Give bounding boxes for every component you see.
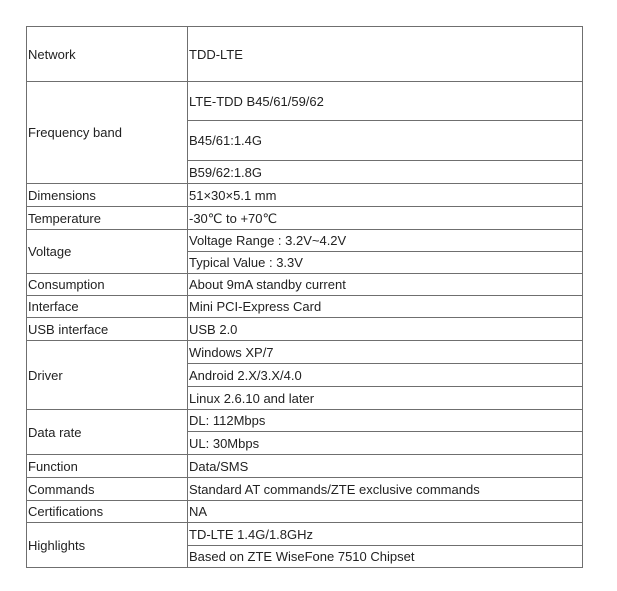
- spec-value-highlights: TD-LTE 1.4G/1.8GHz: [188, 523, 583, 546]
- spec-label-dimensions: Dimensions: [27, 184, 188, 207]
- spec-label-usb-interface: USB interface: [27, 318, 188, 341]
- spec-value-frequency-band: B45/61:1.4G: [188, 121, 583, 161]
- spec-label-driver: Driver: [27, 341, 188, 410]
- spec-value-voltage: Typical Value : 3.3V: [188, 252, 583, 274]
- spec-value-usb-interface: USB 2.0: [188, 318, 583, 341]
- spec-label-function: Function: [27, 455, 188, 478]
- table-row: [27, 318, 583, 341]
- table-row: [27, 341, 583, 364]
- table-row: [27, 296, 583, 318]
- spec-value-data-rate: DL: 112Mbps: [188, 410, 583, 432]
- spec-value-interface: Mini PCI-Express Card: [188, 296, 583, 318]
- spec-label-voltage: Voltage: [27, 230, 188, 274]
- table-row: [27, 207, 583, 230]
- spec-table: [26, 26, 583, 568]
- spec-label-commands: Commands: [27, 478, 188, 501]
- spec-value-certifications: NA: [188, 501, 583, 523]
- spec-label-data-rate: Data rate: [27, 410, 188, 455]
- spec-value-temperature: -30℃ to +70℃: [188, 207, 583, 230]
- spec-label-temperature: Temperature: [27, 207, 188, 230]
- spec-value-commands: Standard AT commands/ZTE exclusive commands: [188, 478, 583, 501]
- spec-value-consumption: About 9mA standby current: [188, 274, 583, 296]
- table-row: [27, 230, 583, 252]
- spec-value-highlights: Based on ZTE WiseFone 7510 Chipset: [188, 546, 583, 568]
- spec-label-consumption: Consumption: [27, 274, 188, 296]
- table-row: [27, 523, 583, 546]
- spec-value-driver: Android 2.X/3.X/4.0: [188, 364, 583, 387]
- spec-value-data-rate: UL: 30Mbps: [188, 432, 583, 455]
- spec-label-highlights: Highlights: [27, 523, 188, 568]
- table-row: [27, 184, 583, 207]
- spec-value-function: Data/SMS: [188, 455, 583, 478]
- spec-label-frequency-band: Frequency band: [27, 82, 188, 184]
- spec-label-interface: Interface: [27, 296, 188, 318]
- spec-label-network: Network: [27, 27, 188, 82]
- spec-value-driver: Windows XP/7: [188, 341, 583, 364]
- spec-value-voltage: Voltage Range : 3.2V~4.2V: [188, 230, 583, 252]
- spec-value-dimensions: 51×30×5.1 mm: [188, 184, 583, 207]
- table-row: [27, 410, 583, 432]
- table-row: [27, 82, 583, 121]
- table-row: [27, 478, 583, 501]
- table-row: [27, 27, 583, 82]
- spec-value-frequency-band: LTE-TDD B45/61/59/62: [188, 82, 583, 121]
- table-row: [27, 501, 583, 523]
- spec-value-network: TDD-LTE: [188, 27, 583, 82]
- spec-value-frequency-band: B59/62:1.8G: [188, 161, 583, 184]
- table-row: [27, 274, 583, 296]
- spec-value-driver: Linux 2.6.10 and later: [188, 387, 583, 410]
- spec-label-certifications: Certifications: [27, 501, 188, 523]
- table-row: [27, 455, 583, 478]
